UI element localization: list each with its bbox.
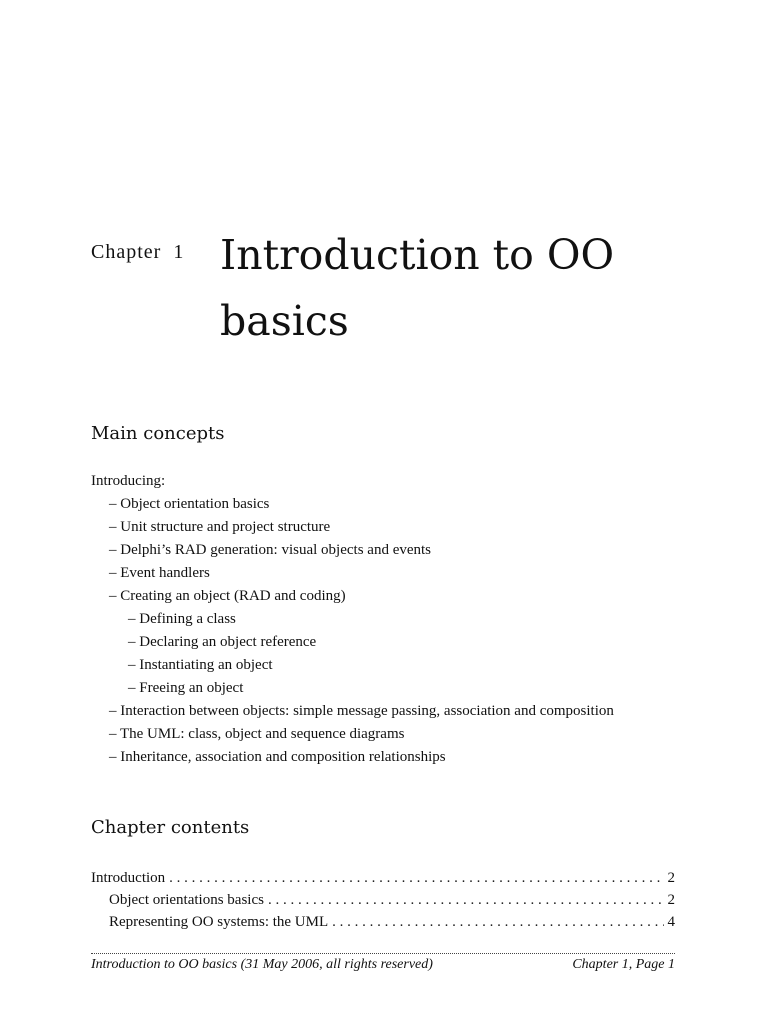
toc-entry-page: 4	[667, 914, 675, 930]
main-concepts-heading: Main concepts	[91, 423, 225, 444]
page-footer	[91, 957, 675, 973]
list-item: – Delphi’s RAD generation: visual objects and events	[109, 542, 432, 558]
toc-entry-title: Object orientations basics	[109, 892, 264, 908]
list-subitem: – Declaring an object reference	[128, 634, 317, 650]
toc-entry-page: 2	[667, 892, 675, 908]
toc-entry-title: Introduction	[91, 870, 166, 886]
list-item: – Inheritance, association and composition relationships	[109, 749, 446, 765]
main-concepts-list	[91, 470, 614, 769]
toc-leader-dots	[268, 889, 664, 911]
list-item: – Object orientation basics	[109, 496, 270, 512]
footer-book-info: Introduction to OO basics (31 May 2006, all rights reserved)	[91, 957, 433, 972]
list-item: – Unit structure and project structure	[109, 519, 331, 535]
list-subitem: – Freeing an object	[128, 680, 244, 696]
toc-entry[interactable]	[91, 867, 675, 889]
table-of-contents	[91, 867, 675, 933]
chapter-number: 1	[173, 241, 185, 263]
toc-entry-page: 2	[667, 870, 675, 886]
footer-divider	[91, 953, 675, 954]
concepts-intro: Introducing:	[91, 473, 166, 489]
list-item: – Interaction between objects: simple message passing, association and composition	[109, 703, 614, 719]
toc-entry[interactable]	[91, 911, 675, 933]
toc-leader-dots	[332, 911, 663, 933]
list-item: – The UML: class, object and sequence diagrams	[109, 726, 405, 742]
list-item: – Event handlers	[109, 565, 210, 581]
chapter-word: Chapter	[91, 241, 162, 263]
chapter-label	[91, 241, 184, 264]
toc-leader-dots	[169, 867, 663, 889]
chapter-title: Introduction to OO basics	[220, 231, 615, 345]
toc-entry-title: Representing OO systems: the UML	[109, 914, 329, 930]
list-item: – Creating an object (RAD and coding)	[109, 588, 346, 604]
list-subitem: – Defining a class	[128, 611, 236, 627]
footer-page-number: Chapter 1, Page 1	[572, 957, 675, 972]
list-subitem: – Instantiating an object	[128, 657, 273, 673]
toc-entry[interactable]	[91, 889, 675, 911]
chapter-contents-heading: Chapter contents	[91, 817, 250, 838]
